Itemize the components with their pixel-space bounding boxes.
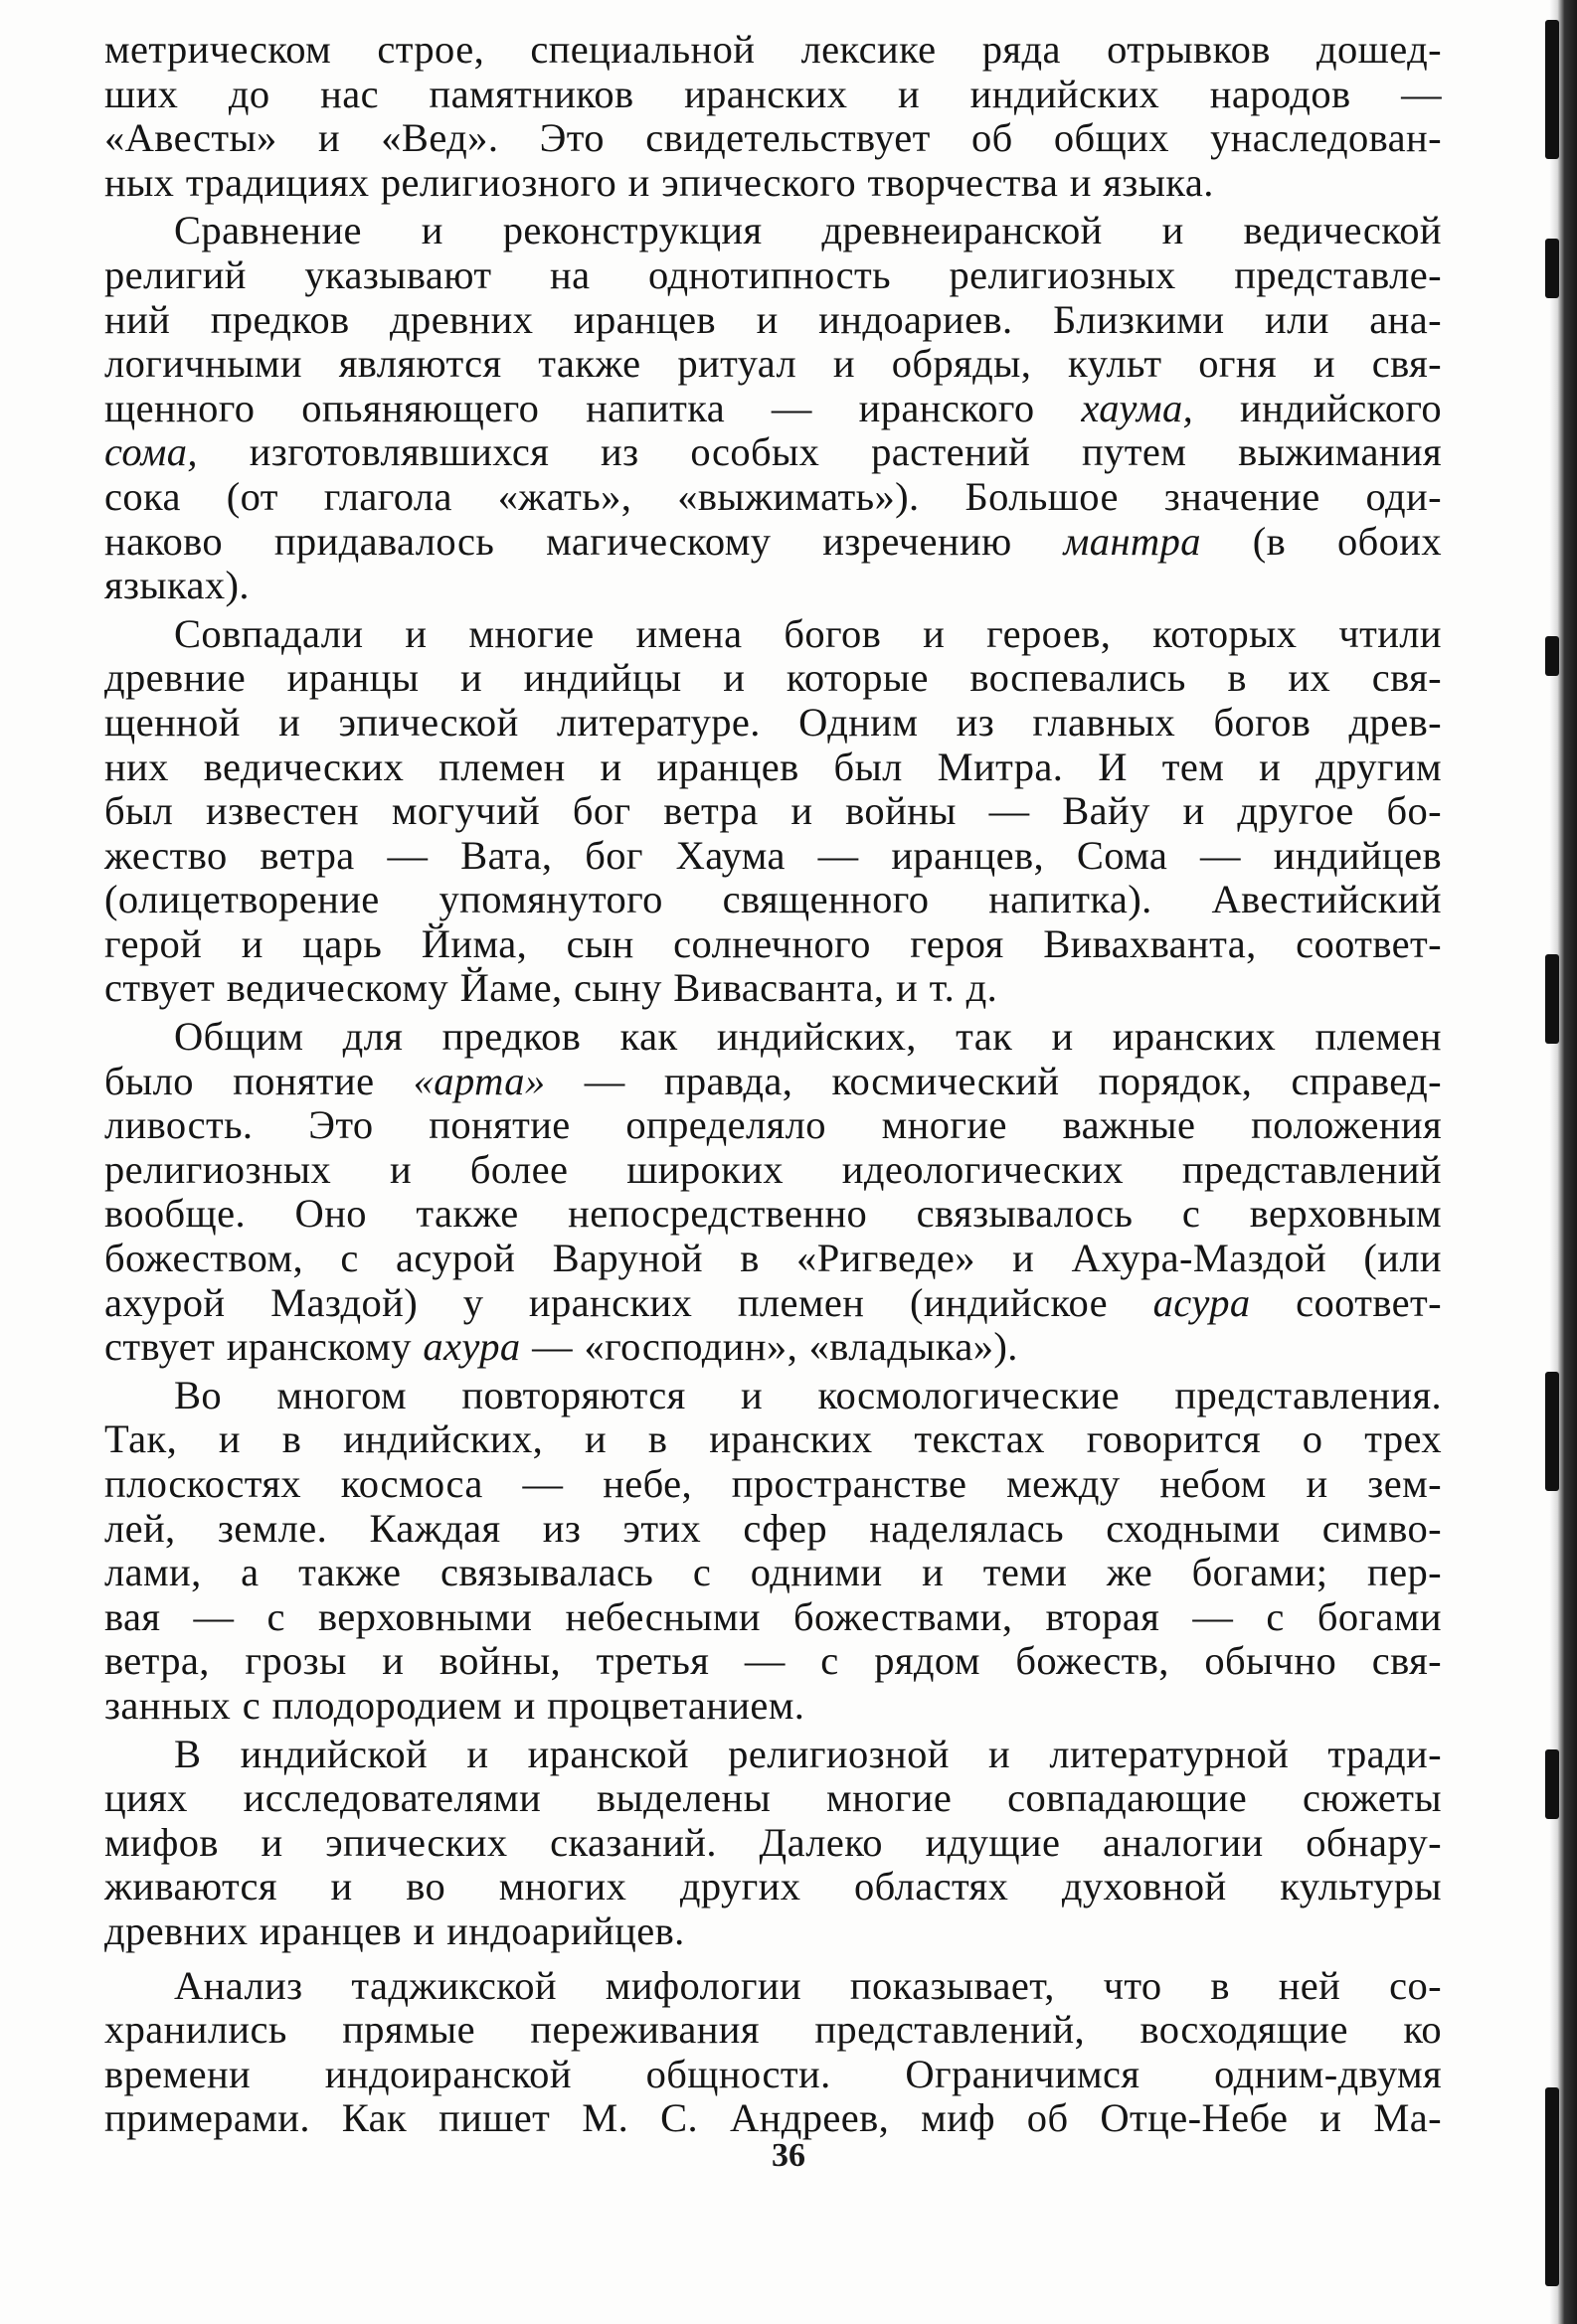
paragraph-5 (104, 1374, 1442, 1729)
text-line: герой и царь Йима, сын солнечного героя Вивахванта, соответ- (104, 920, 1442, 966)
text-line: сока (от глагола «жать», «выжимать»). Большое значение оди- (104, 473, 1442, 519)
text-line: ливость. Это понятие определяло многие важные положения (104, 1102, 1442, 1148)
text-line (104, 1060, 1442, 1104)
text-segment: щенного опьяняющего напитка — иранского (104, 385, 1035, 430)
text-line: вообще. Оно также непосредственно связывалось с верховным (104, 1191, 1442, 1237)
scan-artifact (1545, 1749, 1559, 1819)
text-line: (олицетворение упомянутого священного напитка). Авестийский (104, 877, 1442, 922)
text-line: древние иранцы и индийцы и которые воспевались в их свя- (104, 655, 1442, 701)
scan-artifact (1545, 239, 1559, 298)
text-line: ствует ведическому Йаме, сыну Вивасванта, и т. д. (104, 965, 998, 1011)
italic-term: ахура (423, 1324, 521, 1370)
scan-artifact (1545, 954, 1559, 1044)
italic-term: мантра (1063, 518, 1201, 564)
text-line: В индийской и иранской религиозной и литературной тради- (174, 1731, 1442, 1776)
text-line: Анализ таджикской мифологии показывает, что в ней со- (174, 1962, 1442, 2008)
text-line: ших до нас памятников иранских и индийских народов — (104, 71, 1442, 116)
text-segment: было понятие (104, 1058, 375, 1103)
text-line: Совпадали и многие имена богов и героев, которых чтили (174, 610, 1442, 656)
text-line: них ведических племен и иранцев был Митра. И тем и другим (104, 744, 1442, 789)
text-line: хранились прямые переживания представлений, восходящие ко (104, 2007, 1442, 2053)
text-line: «Авесты» и «Вед». Это свидетельствует об общих унаследован- (104, 115, 1442, 161)
text-line: плоскостях космоса — небе, пространстве между небом и зем- (104, 1461, 1442, 1506)
text-line: был известен могучий бог ветра и войны — Вайу и другое бо- (104, 788, 1442, 834)
text-segment: ствует иранскому (104, 1324, 412, 1370)
paragraph-2 (104, 209, 1442, 607)
text-line: древних иранцев и индоарийцев. (104, 1908, 685, 1953)
italic-term: сома, (104, 429, 198, 475)
page-number: 36 (772, 2137, 805, 2174)
text-segment: — «господин», «владыка»). (532, 1324, 1018, 1370)
text-line: Во многом повторяются и космологические представления. (174, 1372, 1442, 1417)
text-segment: индийского (1240, 385, 1442, 430)
text-line (104, 387, 1442, 431)
paragraph-7 (104, 1964, 1442, 2141)
text-line: циях исследователями выделены многие совпадающие сюжеты (104, 1775, 1442, 1821)
text-segment: ахурой Маздой) у иранских племен (индийское (104, 1279, 1109, 1325)
text-line: ветра, грозы и войны, третья — с рядом божеств, обычно свя- (104, 1638, 1442, 1684)
text-segment: изготовлявшихся из особых растений путем выжимания (249, 429, 1442, 475)
italic-term: асура (1152, 1279, 1251, 1325)
text-line: лами, а также связывалась с одними и теми же богами; пер- (104, 1550, 1442, 1595)
text-line: живаются и во многих других областях духовной культуры (104, 1864, 1442, 1909)
text-line: мифов и эпических сказаний. Далеко идущие аналогии обнару- (104, 1819, 1442, 1865)
text-line: метрическом строе, специальной лексике ряда отрывков дошед- (104, 27, 1442, 72)
text-line: ний предков древних иранцев и индоариев. Близкими или ана- (104, 296, 1442, 342)
scan-artifact (1545, 2087, 1559, 2286)
paragraph-3 (104, 612, 1442, 1011)
text-line: Сравнение и реконструкция древнеиранской и ведической (174, 208, 1442, 253)
text-line: лей, земле. Каждая из этих сфер наделялась сходными симво- (104, 1505, 1442, 1551)
italic-term: «арта» (413, 1058, 546, 1103)
text-line: жество ветра — Вата, бог Хаума — иранцев, Сома — индийцев (104, 832, 1442, 878)
paragraph-4 (104, 1015, 1442, 1370)
scan-artifact (1545, 20, 1559, 159)
text-line: времени индоиранской общности. Ограничимся одним-двумя (104, 2051, 1442, 2096)
text-segment: (в обоих (1252, 518, 1443, 564)
text-segment: — правда, космический порядок, справед- (584, 1058, 1442, 1103)
scan-artifact (1545, 636, 1559, 676)
paragraph-6 (104, 1733, 1442, 1954)
body-text (104, 28, 1442, 2145)
text-line: логичными являются также ритуал и обряды, культ огня и свя- (104, 341, 1442, 387)
scan-artifact (1545, 1372, 1559, 1491)
scan-edge-shadow (1549, 0, 1577, 2324)
text-line (104, 430, 1442, 475)
text-segment: соответ- (1296, 1279, 1442, 1325)
text-line: божеством, с асурой Варуной в «Ригведе» и Ахура-Маздой (или (104, 1236, 1442, 1281)
text-line: щенной и эпической литературе. Одним из главных богов древ- (104, 699, 1442, 745)
text-line: примерами. Как пишет М. С. Андреев, миф об Отце-Небе и Ма- (104, 2095, 1442, 2141)
italic-term: хаума, (1081, 385, 1194, 430)
text-line: языках). (104, 563, 250, 608)
text-line: Общим для предков как индийских, так и иранских племен (174, 1014, 1442, 1060)
paragraph-1 (104, 28, 1442, 205)
text-line (104, 1325, 1442, 1370)
text-line (104, 1281, 1442, 1326)
text-line: вая — с верховными небесными божествами, вторая — с богами (104, 1593, 1442, 1639)
text-line: занных с плодородием и процветанием. (104, 1682, 805, 1728)
text-line: ных традициях религиозного и эпического творчества и языка. (104, 159, 1214, 205)
text-segment: наково придавалось магическому изречению (104, 518, 1012, 564)
text-line: Так, и в индийских, и в иранских текстах говорится о трех (104, 1416, 1442, 1462)
text-line: религий указывают на однотипность религиозных представле- (104, 251, 1442, 297)
text-line: религиозных и более широких идеологических представлений (104, 1146, 1442, 1192)
text-line (104, 520, 1442, 565)
